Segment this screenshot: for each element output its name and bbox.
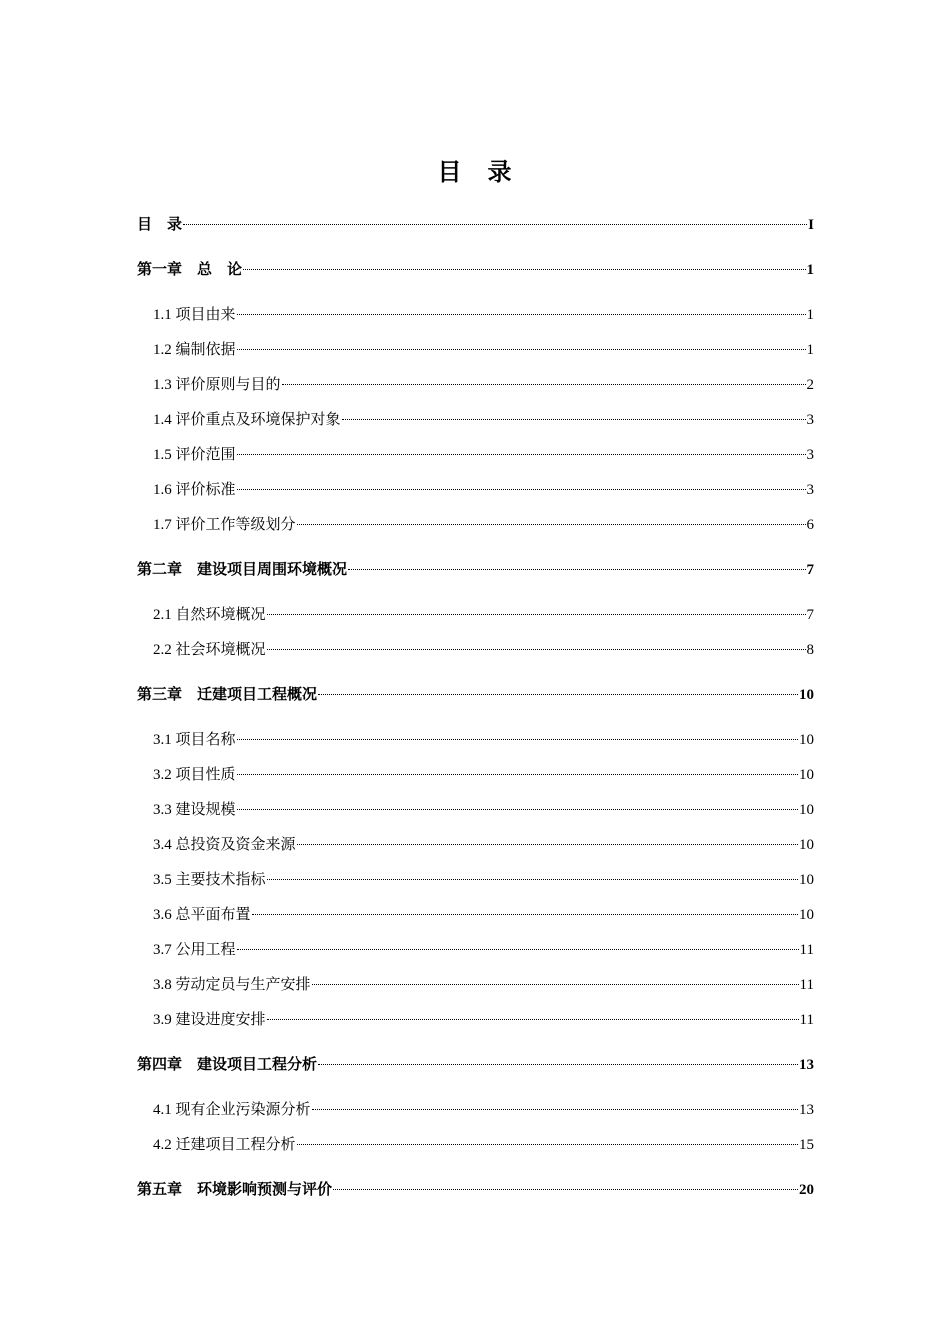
dot-leader <box>318 1064 798 1065</box>
toc-entry[interactable] <box>137 684 814 706</box>
toc-entry-label: 第二章 建设项目周围环境概况 <box>137 562 348 578</box>
toc-entry-label: 目 录 <box>137 217 183 233</box>
toc-entry[interactable] <box>153 604 814 626</box>
dot-leader <box>237 454 806 455</box>
toc-entry-page: 11 <box>799 942 814 958</box>
toc-entry-page: 10 <box>799 802 814 818</box>
dot-leader <box>267 879 798 880</box>
toc-entry[interactable] <box>153 904 814 926</box>
toc-entry-label: 3.1 项目名称 <box>153 732 236 748</box>
dot-leader <box>318 694 798 695</box>
toc-entry-label: 1.7 评价工作等级划分 <box>153 517 296 533</box>
toc-entry[interactable] <box>153 444 814 466</box>
toc-entry-page: 10 <box>799 907 814 923</box>
toc-entry-page: 15 <box>799 1137 814 1153</box>
toc-entry-page: 11 <box>799 977 814 993</box>
toc-entry-label: 3.5 主要技术指标 <box>153 872 266 888</box>
toc-entry-page: 3 <box>806 482 814 498</box>
toc-entry[interactable] <box>153 799 814 821</box>
dot-leader <box>282 384 806 385</box>
toc-entry[interactable] <box>153 479 814 501</box>
toc-entry[interactable] <box>137 559 814 581</box>
toc-entry[interactable] <box>153 764 814 786</box>
toc-entry[interactable] <box>137 259 814 281</box>
toc-entry-label: 3.9 建设进度安排 <box>153 1012 266 1028</box>
dot-leader <box>237 349 806 350</box>
toc-entry[interactable] <box>153 729 814 751</box>
toc-entry-label: 3.7 公用工程 <box>153 942 236 958</box>
toc-entry-label: 3.3 建设规模 <box>153 802 236 818</box>
toc-entry-page: 7 <box>806 607 814 623</box>
toc-entry-page: I <box>808 217 814 233</box>
dot-leader <box>183 224 807 225</box>
toc-heading: 目 录 <box>437 160 513 186</box>
toc-entry-label: 1.6 评价标准 <box>153 482 236 498</box>
toc-entry[interactable] <box>153 1134 814 1156</box>
toc-entry[interactable] <box>153 374 814 396</box>
dot-leader <box>342 419 806 420</box>
toc-entry-label: 1.5 评价范围 <box>153 447 236 463</box>
toc-entry-page: 3 <box>806 412 814 428</box>
toc-entry[interactable] <box>153 304 814 326</box>
toc-entry[interactable] <box>137 214 814 236</box>
dot-leader <box>312 1109 798 1110</box>
toc-entry-label: 3.6 总平面布置 <box>153 907 251 923</box>
dot-leader <box>237 314 806 315</box>
toc-entry-page: 1 <box>806 342 814 358</box>
dot-leader <box>243 269 805 270</box>
toc-entry-label: 3.2 项目性质 <box>153 767 236 783</box>
toc-entry[interactable] <box>153 639 814 661</box>
dot-leader <box>267 1019 799 1020</box>
toc-entry[interactable] <box>153 1009 814 1031</box>
dot-leader <box>348 569 805 570</box>
dot-leader <box>297 524 806 525</box>
toc-entry-label: 第三章 迁建项目工程概况 <box>137 687 318 703</box>
toc-entry-label: 1.4 评价重点及环境保护对象 <box>153 412 341 428</box>
dot-leader <box>267 649 806 650</box>
dot-leader <box>237 774 798 775</box>
dot-leader <box>297 844 798 845</box>
toc-entry-page: 2 <box>806 377 814 393</box>
toc-entry-page: 11 <box>799 1012 814 1028</box>
toc-entry-page: 7 <box>806 562 814 578</box>
dot-leader <box>252 914 798 915</box>
toc-entry-page: 13 <box>799 1102 814 1118</box>
toc-entry[interactable] <box>153 409 814 431</box>
toc-entry[interactable] <box>153 1099 814 1121</box>
toc-entry-page: 6 <box>806 517 814 533</box>
toc-entry-label: 1.1 项目由来 <box>153 307 236 323</box>
toc-entry-label: 2.1 自然环境概况 <box>153 607 266 623</box>
toc-entry-page: 20 <box>799 1182 814 1198</box>
dot-leader <box>333 1189 798 1190</box>
toc-entry-page: 8 <box>806 642 814 658</box>
toc-entry-label: 4.2 迁建项目工程分析 <box>153 1137 296 1153</box>
dot-leader <box>237 739 798 740</box>
toc-entry[interactable] <box>153 834 814 856</box>
toc-entry-page: 1 <box>806 307 814 323</box>
toc-entry-label: 1.3 评价原则与目的 <box>153 377 281 393</box>
toc-entry-page: 3 <box>806 447 814 463</box>
toc-entry[interactable] <box>153 869 814 891</box>
dot-leader <box>267 614 806 615</box>
toc-entry-page: 10 <box>799 687 814 703</box>
toc-entry[interactable] <box>137 1054 814 1076</box>
dot-leader <box>237 489 806 490</box>
toc-entry-label: 1.2 编制依据 <box>153 342 236 358</box>
toc-entry-label: 第四章 建设项目工程分析 <box>137 1057 318 1073</box>
toc-entry-page: 10 <box>799 732 814 748</box>
toc-entry-label: 4.1 现有企业污染源分析 <box>153 1102 311 1118</box>
dot-leader <box>297 1144 798 1145</box>
toc-entry-page: 10 <box>799 767 814 783</box>
dot-leader <box>312 984 799 985</box>
dot-leader <box>237 949 799 950</box>
toc-entry-page: 10 <box>799 837 814 853</box>
toc-entry-page: 13 <box>799 1057 814 1073</box>
toc-entry[interactable] <box>153 514 814 536</box>
toc-entry[interactable] <box>137 1179 814 1201</box>
toc-entry-page: 1 <box>806 262 814 278</box>
toc-entry-page: 10 <box>799 872 814 888</box>
dot-leader <box>237 809 798 810</box>
toc-entry[interactable] <box>153 939 814 961</box>
toc-entry-label: 第五章 环境影响预测与评价 <box>137 1182 333 1198</box>
toc-entry[interactable] <box>153 974 814 996</box>
toc-entry-label: 3.4 总投资及资金来源 <box>153 837 296 853</box>
toc-entry-label: 第一章 总 论 <box>137 262 243 278</box>
toc-entry-label: 2.2 社会环境概况 <box>153 642 266 658</box>
toc-entry-label: 3.8 劳动定员与生产安排 <box>153 977 311 993</box>
toc-entry[interactable] <box>153 339 814 361</box>
